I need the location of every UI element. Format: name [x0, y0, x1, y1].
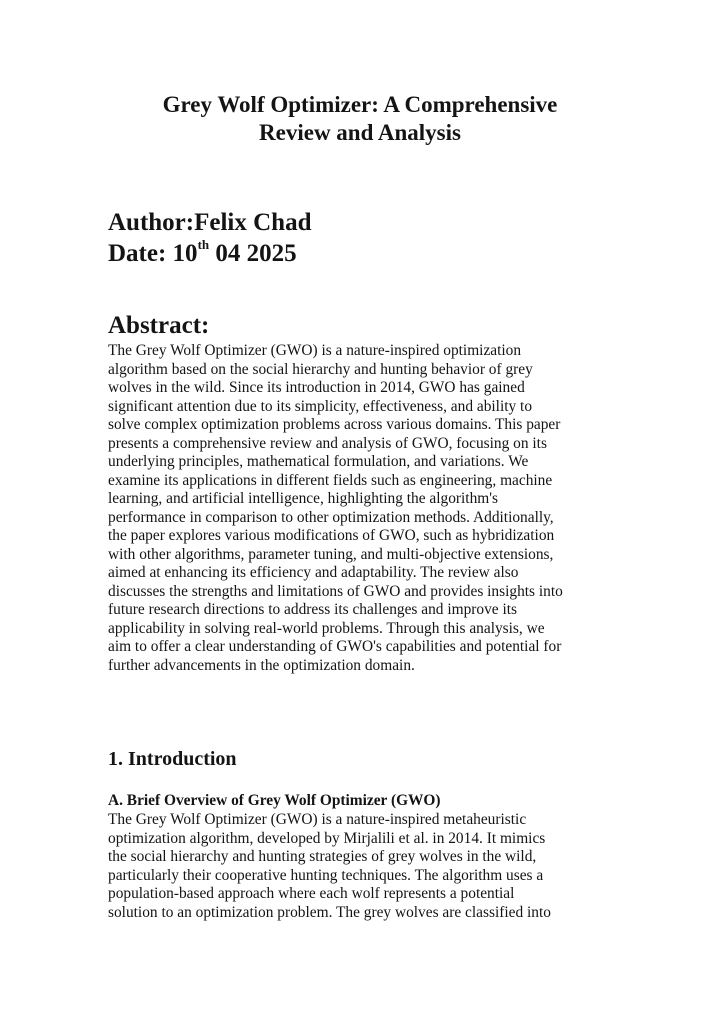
abstract-line: aimed at enhancing its efficiency and adaptability. The review also: [108, 564, 519, 581]
author-line: Author:Felix Chad: [108, 209, 312, 236]
abstract-line: solve complex optimization problems across various domains. This paper: [108, 416, 561, 433]
abstract-line: aim to offer a clear understanding of GWO's capabilities and potential for: [108, 638, 562, 655]
date-prefix: Date: 10: [108, 240, 198, 267]
abstract-line: performance in comparison to other optimization methods. Additionally,: [108, 508, 554, 526]
introduction-heading: 1. Introduction: [108, 748, 237, 770]
date-line: [108, 236, 297, 269]
paper-title-line-1: Grey Wolf Optimizer: A Comprehensive: [162, 92, 558, 117]
abstract-line: further advancements in the optimization domain.: [108, 656, 415, 674]
abstract-line: examine its applications in different fields such as engineering, machine: [108, 471, 553, 489]
introduction-line: optimization algorithm, developed by Mirjalili et al. in 2014. It mimics: [108, 829, 546, 847]
introduction-body: [108, 811, 628, 922]
abstract-line: the paper explores various modifications of GWO, such as hybridization: [108, 527, 555, 544]
introduction-line: solution to an optimization problem. The grey wolves are classified into: [108, 903, 551, 921]
introduction-line: particularly their cooperative hunting techniques. The algorithm uses a: [108, 866, 544, 884]
abstract-line: with other algorithms, parameter tuning, and multi-objective extensions,: [108, 545, 554, 563]
abstract-line: underlying principles, mathematical formulation, and variations. We: [108, 453, 529, 470]
abstract-line: presents a comprehensive review and analysis of GWO, focusing on its: [108, 434, 547, 452]
introduction-line: population-based approach where each wolf represents a potential: [108, 885, 515, 902]
date-suffix: 04 2025: [209, 240, 297, 267]
abstract-line: The Grey Wolf Optimizer (GWO) is a nature-inspired optimization: [108, 342, 522, 359]
abstract-body: [108, 342, 628, 675]
abstract-line: algorithm based on the social hierarchy and hunting behavior of grey: [108, 360, 533, 378]
gwo-overview-subheading: A. Brief Overview of Grey Wolf Optimizer (GWO): [108, 792, 441, 809]
date-superscript: th: [197, 236, 210, 252]
abstract-heading: Abstract:: [108, 312, 210, 339]
paper-title-line-2: Review and Analysis: [259, 120, 461, 145]
introduction-line: The Grey Wolf Optimizer (GWO) is a nature-inspired metaheuristic: [108, 811, 527, 828]
abstract-line: discusses the strengths and limitations of GWO and provides insights into: [108, 582, 563, 600]
abstract-line: future research directions to address its challenges and improve its: [108, 601, 518, 618]
introduction-line: the social hierarchy and hunting strategies of grey wolves in the wild,: [108, 848, 537, 865]
abstract-line: significant attention due to its simplicity, effectiveness, and ability to: [108, 397, 533, 415]
abstract-line: wolves in the wild. Since its introduction in 2014, GWO has gained: [108, 379, 525, 396]
abstract-line: learning, and artificial intelligence, highlighting the algorithm's: [108, 490, 498, 507]
abstract-line: applicability in solving real-world problems. Through this analysis, we: [108, 619, 545, 637]
